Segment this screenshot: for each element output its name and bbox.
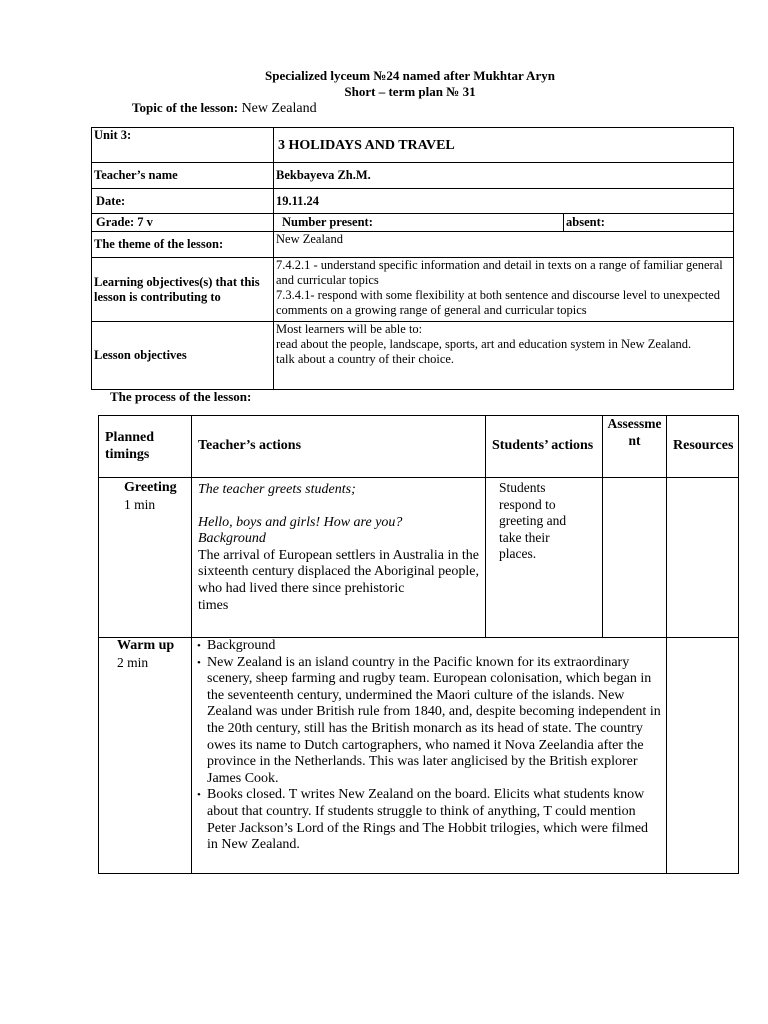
objectives-intro: Most learners will be able to: [276,322,423,336]
warmup-row [99,638,739,874]
teacher-value: Bekbayeva Zh.M. [274,163,734,189]
date-value: 19.11.24 [274,189,734,214]
greeting-line: The teacher greets students; [198,482,356,497]
lesson-info-table [91,127,734,390]
header-planned-timings: Planned timings [99,416,192,478]
process-header-row [99,416,739,478]
header-resources: Resources [667,416,739,478]
topic-label: Topic of the lesson: [132,100,239,115]
objective-7421: 7.4.2.1 - understand specific information and detail in texts on a range of familiar general and curricular topics [276,258,723,287]
process-title: The process of the lesson: [110,389,252,404]
learning-objectives-label: Learning objectives(s) that this lesson is contributing to [92,258,274,322]
absent-label: absent: [564,214,734,232]
warmup-teacher-actions [192,638,667,874]
theme-row [92,232,734,258]
header-assessment: Assessment [603,416,667,478]
plan-number: Short – term plan № 31 [344,84,476,99]
school-name: Specialized lyceum №24 named after Mukhtar Aryn [265,68,555,83]
greeting-time: 1 min [124,496,156,512]
lesson-process-table [98,415,739,874]
unit-value: 3 HOLIDAYS AND TRAVEL [274,128,734,163]
warmup-bullet-books-closed: • Books closed. T writes New Zealand on the board. Elicits what students know about that country. If students struggle to think of anything, T could mention Peter Jackson’s Lord of the Rings and The Hobbit trilogies, which were filmed in New Zealand. [207,787,662,853]
greeting-assessment [603,478,667,638]
objectives-read: read about the people, landscape, sports, art and education system in New Zealand. [276,337,692,351]
teacher-label: Teacher’s name [92,163,274,189]
greeting-row [99,478,739,638]
number-present-label: Number present: [274,214,564,232]
greeting-question: Hello, boys and girls! How are you? [198,514,403,530]
greeting-students-actions: Students respond to greeting and take their places. [486,478,603,638]
greeting-stage: Greeting [124,480,177,495]
warmup-bullet-new-zealand: • New Zealand is an island country in the Pacific known for its extraordinary scenery, sheep farming and rugby team. European colonisation, which began in the seventeenth century, undermined the Maori culture of the islands. New Zealand was under British rule from 1840, and, despite becoming independent in the 20th century, still has the British monarch as its head of state. The country owes its name to Dutch cartographers, who named it Nova Zeelandia after the province in the Netherlands. This was later anglicised by the British explorer James Cook. [207,655,662,788]
learning-objectives-row [92,258,734,322]
background-paragraph: The arrival of European settlers in Australia in the sixteenth century displaced the Aboriginal people, who had lived there since prehistoric [198,547,479,596]
greeting-resources [667,478,739,638]
learning-objectives-value [274,258,734,322]
objectives-talk: talk about a country of their choice. [276,352,455,366]
spacer [198,499,479,515]
lesson-objectives-label: Lesson objectives [92,322,274,390]
grade-label: Grade: 7 v [92,214,274,232]
teacher-row [92,163,734,189]
warmup-bullet-list [194,638,662,854]
unit-row [92,128,734,163]
lesson-topic [132,100,317,117]
warmup-time: 2 min [117,654,149,670]
theme-label: The theme of the lesson: [92,232,274,258]
header-teacher-actions: Teacher’s actions [192,416,486,478]
background-heading: Background [198,531,266,547]
topic-value: New Zealand [241,101,317,116]
objective-7341: 7.3.4.1- respond with some flexibility at both sentence and discourse level to unexpected comments on a growing range of general and curricular topics [276,288,720,317]
date-label: Date: [92,189,274,214]
lesson-objectives-value [274,322,734,390]
warmup-timing [99,638,192,874]
greeting-teacher-actions [192,478,486,638]
header-students-actions: Students’ actions [486,416,603,478]
warmup-bullet-background: • Background [207,638,662,655]
warmup-resources [667,638,739,874]
date-row [92,189,734,214]
theme-value: New Zealand [274,232,734,258]
warmup-stage: Warm up [117,638,175,653]
grade-row [92,214,734,232]
greeting-timing [99,478,192,638]
lesson-objectives-row [92,322,734,390]
unit-label: Unit 3: [92,128,274,163]
background-times: times [198,597,229,613]
